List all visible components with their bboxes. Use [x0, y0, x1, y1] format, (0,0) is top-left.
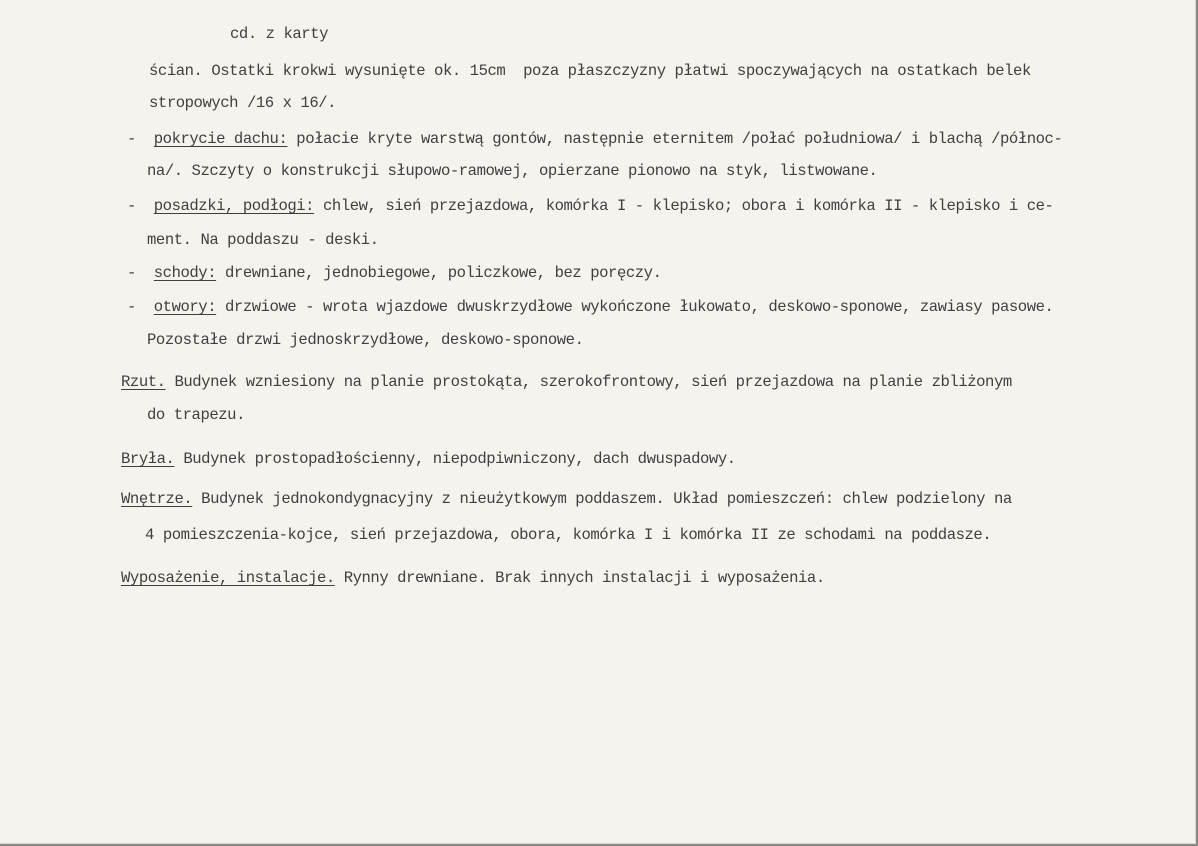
equipment-label: Wyposażenie, instalacje.	[121, 569, 335, 587]
floors-text-line-1: chlew, sień przejazdowa, komórka I - klepisko; obora i komórka II - klepisko i ce-	[314, 197, 1054, 215]
equipment-text-line-1: Rynny drewniane. Brak innych instalacji i wyposażenia.	[334, 569, 825, 587]
mass-section	[121, 450, 736, 468]
stairs-text-line-1: drewniane, jednobiegowe, policzkowe, bez poręczy.	[216, 264, 662, 282]
floors-text-line-2: ment. Na poddaszu - deski.	[147, 231, 379, 249]
plan-section	[121, 373, 1012, 391]
interior-label: Wnętrze.	[121, 490, 193, 508]
stairs-label: schody:	[153, 264, 217, 282]
floors-label: posadzki, podłogi:	[153, 197, 315, 215]
list-dash: -	[127, 197, 136, 215]
openings-text-line-1: drzwiowe - wrota wjazdowe dwuskrzydłowe wykończone łukowato, deskowo-sponowe, zawiasy pasowe.	[216, 298, 1054, 316]
openings-section	[127, 298, 1053, 316]
interior-text-line-1: Budynek jednokondygnacyjny z nieużytkowym poddaszem. Układ pomieszczeń: chlew podzielony na	[192, 490, 1012, 508]
continuation-note: cd. z karty	[230, 25, 328, 43]
equipment-section	[121, 569, 825, 587]
walls-text-line-2: stropowych /16 x 16/.	[149, 94, 337, 112]
list-dash: -	[127, 264, 136, 282]
roof-text-line-1: połacie kryte warstwą gontów, następnie eternitem /połać południowa/ i blachą /północ-	[287, 130, 1063, 148]
roof-label: pokrycie dachu:	[153, 130, 288, 148]
interior-section	[121, 490, 1012, 508]
roof-section	[127, 130, 1062, 148]
walls-text-line-1: ścian. Ostatki krokwi wysunięte ok. 15cm poza płaszczyzny płatwi spoczywających na ostatkach belek	[149, 62, 1031, 80]
mass-label: Bryła.	[121, 450, 175, 468]
interior-text-line-2: 4 pomieszczenia-kojce, sień przejazdowa, obora, komórka I i komórka II ze schodami na poddasze.	[145, 526, 992, 544]
openings-label: otwory:	[153, 298, 217, 316]
mass-text-line-1: Budynek prostopadłościenny, niepodpiwniczony, dach dwuspadowy.	[174, 450, 736, 468]
openings-text-line-2: Pozostałe drzwi jednoskrzydłowe, deskowo-sponowe.	[147, 331, 584, 349]
plan-text-line-1: Budynek wzniesiony na planie prostokąta, szerokofrontowy, sień przejazdowa na planie zbliżonym	[165, 373, 1012, 391]
plan-text-line-2: do trapezu.	[147, 406, 245, 424]
list-dash: -	[127, 130, 136, 148]
roof-text-line-2: na/. Szczyty o konstrukcji słupowo-ramowej, opierzane pionowo na styk, listwowane.	[147, 162, 878, 180]
floors-section	[127, 197, 1053, 215]
stairs-section	[127, 264, 662, 282]
plan-label: Rzut.	[121, 373, 166, 391]
list-dash: -	[127, 298, 136, 316]
